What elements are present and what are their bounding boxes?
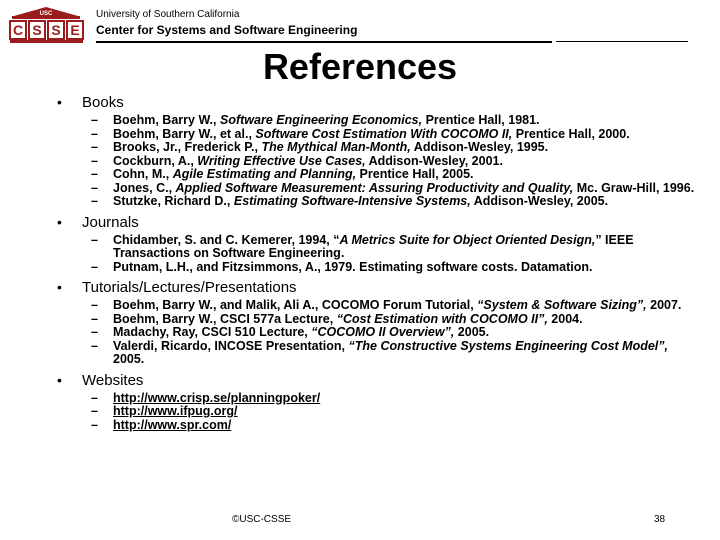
dash-icon: – (91, 140, 98, 154)
reference-title: “The Constructive Systems Engineering Cost Model”, (348, 338, 669, 353)
reference-text: Boehm, Barry W., and Malik, Ali A., COCOMO Forum Tutorial, (113, 298, 478, 312)
website-link[interactable]: http://www.ifpug.org/ (113, 404, 238, 418)
reference-item (91, 167, 697, 182)
reference-title: “System & Software Sizing”, (477, 298, 647, 312)
reference-item (91, 298, 697, 313)
section-heading: Books (82, 94, 124, 111)
dash-icon: – (91, 126, 98, 141)
reference-title: Software Engineering Economics, (219, 113, 423, 127)
center-name: Center for Systems and Software Engineering (96, 23, 358, 37)
reference-text: Cohn, M., (113, 167, 173, 181)
reference-item (91, 338, 697, 367)
reference-title: “COCOMO II Overview”, (311, 325, 455, 339)
dash-icon: – (91, 417, 98, 432)
reference-text: Addison-Wesley, 2001. (365, 153, 503, 168)
reference-text: Prentice Hall, 2005. (356, 167, 474, 181)
reference-text: Mc. Graw-Hill, 1996. (573, 180, 695, 195)
reference-item (91, 232, 697, 261)
reference-text: Boehm, Barry W., (113, 113, 220, 127)
svg-text:E: E (70, 22, 80, 38)
reference-item (91, 126, 697, 142)
reference-item (91, 194, 697, 209)
reference-text: Stutzke, Richard D., (113, 194, 234, 208)
reference-title: Estimating Software-Intensive Systems, (233, 194, 471, 208)
section-websites (57, 372, 697, 433)
section-heading: Journals (82, 213, 139, 231)
university-name: University of Southern California (96, 9, 240, 20)
reference-title: The Mythical Man-Month, (261, 140, 411, 154)
svg-text:USC: USC (39, 11, 53, 17)
reference-item (91, 417, 697, 433)
dash-icon: – (91, 259, 98, 274)
dash-icon: – (91, 325, 98, 339)
reference-title: “Cost Estimation with COCOMO II”, (336, 311, 548, 326)
reference-title: Agile Estimating and Planning, (172, 167, 357, 181)
reference-text: Chidamber, S. and C. Kemerer, 1994, “ (113, 232, 340, 247)
bullet-icon: • (57, 279, 62, 295)
reference-item (91, 140, 697, 155)
slide-title: References (262, 46, 458, 87)
dash-icon: – (91, 194, 98, 208)
dash-icon: – (91, 153, 98, 168)
usc-csse-logo (6, 5, 86, 45)
reference-item (91, 390, 697, 406)
reference-text: Brooks, Jr., Frederick P., (113, 140, 262, 154)
reference-title: Writing Effective Use Cases, (197, 153, 366, 168)
reference-text: Jones, C., (113, 180, 176, 195)
dash-icon: – (91, 167, 98, 181)
section-books (57, 94, 697, 209)
reference-text: Madachy, Ray, CSCI 510 Lecture, (113, 325, 312, 339)
reference-text: 2004. (547, 311, 583, 326)
logo-graphic (6, 5, 86, 45)
website-link[interactable]: http://www.crisp.se/planningpoker/ (113, 390, 321, 405)
reference-text: Cockburn, A., (113, 153, 198, 168)
svg-text:C: C (12, 22, 24, 38)
reference-text: Boehm, Barry W., CSCI 577a Lecture, (113, 311, 337, 326)
reference-list (57, 234, 697, 275)
website-link[interactable]: http://www.spr.com/ (113, 417, 232, 432)
section-tutorials-lectures-presentations (57, 279, 697, 367)
reference-text: ” IEEE Transactions on Software Engineering. (113, 232, 634, 260)
bullet-icon: • (57, 94, 62, 110)
reference-item (91, 180, 697, 196)
reference-title: A Metrics Suite for Object Oriented Design, (339, 232, 596, 247)
reference-text: 2005. (454, 325, 490, 339)
reference-list (57, 299, 697, 367)
svg-text:S: S (32, 22, 42, 38)
reference-item (91, 153, 697, 169)
dash-icon: – (91, 113, 98, 127)
reference-list (57, 114, 697, 209)
dash-icon: – (91, 180, 98, 195)
svg-text:S: S (51, 22, 61, 38)
reference-text: Putnam, L.H., and Fitzsimmons, A., 1979. Estimating software costs. Datamation. (113, 259, 593, 274)
dash-icon: – (91, 338, 98, 353)
reference-text: Valerdi, Ricardo, INCOSE Presentation, (113, 338, 349, 353)
reference-item (91, 311, 697, 327)
reference-text: Addison-Wesley, 2005. (470, 194, 609, 208)
reference-item (91, 259, 697, 275)
reference-item (91, 325, 697, 340)
reference-title: Applied Software Measurement: Assuring Productivity and Quality, (175, 180, 574, 195)
bullet-icon: • (57, 213, 62, 230)
reference-text: Prentice Hall, 2000. (512, 126, 630, 141)
header-rule-right (556, 41, 688, 42)
dash-icon: – (91, 298, 98, 312)
reference-item (91, 113, 697, 128)
reference-list (57, 392, 697, 433)
reference-text: 2007. (646, 298, 682, 312)
page-number: 38 (654, 514, 666, 525)
dash-icon: – (91, 404, 98, 418)
dash-icon: – (91, 390, 98, 405)
reference-title: Software Cost Estimation With COCOMO II, (255, 126, 513, 141)
references-content (57, 94, 697, 437)
dash-icon: – (91, 311, 98, 326)
bullet-icon: • (57, 371, 62, 388)
section-journals (57, 214, 697, 275)
reference-item (91, 404, 697, 419)
header-rule (96, 41, 552, 43)
section-heading: Tutorials/Lectures/Presentations (82, 279, 297, 296)
dash-icon: – (91, 232, 98, 247)
reference-text: Addison-Wesley, 1995. (410, 140, 549, 154)
reference-text: 2005. (113, 352, 145, 366)
section-heading: Websites (82, 371, 144, 389)
footer-copyright: ©USC-CSSE (232, 514, 292, 525)
reference-text: Boehm, Barry W., et al., (113, 126, 256, 141)
reference-text: Prentice Hall, 1981. (422, 113, 540, 127)
